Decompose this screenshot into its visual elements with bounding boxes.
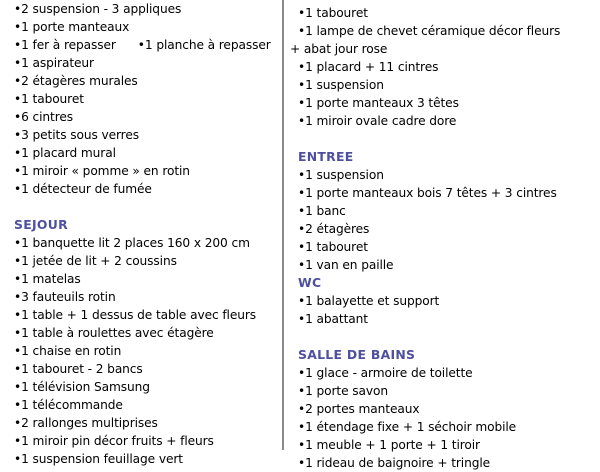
list-item: •1 détecteur de fumée xyxy=(14,182,152,196)
list-item: •6 cintres xyxy=(14,110,74,124)
section-spacer xyxy=(290,130,600,148)
list-item: •2 suspension - 3 appliques xyxy=(14,2,182,16)
section-heading-salle-de-bains: SALLE DE BAINS xyxy=(298,347,416,362)
list-item: •1 tabouret xyxy=(298,240,368,254)
list-item: •1 matelas xyxy=(14,272,81,286)
bullet-icon: • xyxy=(298,294,306,308)
list-item: •1 miroir pin décor fruits + fleurs xyxy=(14,434,214,448)
bullet-icon: • xyxy=(298,420,306,434)
list-item: •1 tabouret xyxy=(14,92,84,106)
bullet-icon: • xyxy=(14,74,22,88)
list-item: •1 glace - armoire de toilette xyxy=(298,366,473,380)
list-item: •2 étagères xyxy=(298,222,370,236)
list-item: •1 table + 1 dessus de table avec fleurs xyxy=(14,308,257,322)
bullet-icon: • xyxy=(298,312,306,326)
list-item: •3 petits sous verres xyxy=(14,128,139,142)
bullet-icon: • xyxy=(298,258,306,272)
bullet-icon: • xyxy=(298,6,306,20)
bullet-icon: • xyxy=(14,38,22,52)
bullet-icon: • xyxy=(14,452,22,466)
list-item: •1 lampe de chevet céramique décor fleurs xyxy=(298,24,561,38)
bullet-icon: • xyxy=(14,20,22,34)
list-item: •1 placard mural xyxy=(14,146,116,160)
bullet-icon: • xyxy=(14,416,22,430)
list-item: •1 étendage fixe + 1 séchoir mobile xyxy=(298,420,517,434)
list-item: •1 porte manteaux 3 têtes xyxy=(298,96,459,110)
bullet-icon: • xyxy=(14,92,22,106)
bullet-icon: • xyxy=(298,186,306,200)
bullet-icon: • xyxy=(137,38,145,52)
section-spacer xyxy=(6,198,282,216)
bullet-icon: • xyxy=(14,182,22,196)
list-item: •1 abattant xyxy=(298,312,368,326)
list-item: •2 rallonges multiprises xyxy=(14,416,158,430)
list-item: •1 télévision Samsung xyxy=(14,380,150,394)
bullet-icon: • xyxy=(298,222,306,236)
list-item: •1 meuble + 1 porte + 1 tiroir xyxy=(298,438,480,452)
list-item: •1 van en paille xyxy=(298,258,394,272)
list-item: •1 suspension xyxy=(298,168,384,182)
bullet-icon: • xyxy=(298,366,306,380)
bullet-icon: • xyxy=(298,456,306,470)
list-item: •1 jetée de lit + 2 coussins xyxy=(14,254,177,268)
list-item: •1 porte manteaux bois 7 têtes + 3 cintres xyxy=(298,186,557,200)
bullet-icon: • xyxy=(14,308,22,322)
list-item-split-second: •1 planche à repasser xyxy=(137,38,271,52)
list-item: •1 banquette lit 2 places 160 x 200 cm xyxy=(14,236,250,250)
bullet-icon: • xyxy=(298,204,306,218)
list-item: •1 banc xyxy=(298,204,346,218)
list-item-continuation: + abat jour rose xyxy=(290,42,388,56)
section-heading-wc: WC xyxy=(298,275,322,290)
list-item: •1 porte manteaux xyxy=(14,20,130,34)
list-item: •1 balayette et support xyxy=(298,294,440,308)
bullet-icon: • xyxy=(298,114,306,128)
bullet-icon: • xyxy=(14,380,22,394)
section-spacer xyxy=(290,328,600,346)
bullet-icon: • xyxy=(14,56,22,70)
section-heading-sejour: SEJOUR xyxy=(14,217,68,232)
bullet-icon: • xyxy=(14,398,22,412)
list-item: •1 chaise en rotin xyxy=(14,344,122,358)
list-item: •2 étagères murales xyxy=(14,74,138,88)
list-item: •1 miroir « pomme » en rotin xyxy=(14,164,190,178)
bullet-icon: • xyxy=(14,254,22,268)
bullet-icon: • xyxy=(14,164,22,178)
list-item: •1 aspirateur xyxy=(14,56,94,70)
bullet-icon: • xyxy=(298,96,306,110)
list-item: •1 miroir ovale cadre dore xyxy=(298,114,457,128)
bullet-icon: • xyxy=(14,128,22,142)
list-item: •1 placard + 11 cintres xyxy=(298,60,439,74)
list-item: •1 rideau de baignoire + tringle xyxy=(298,456,491,470)
bullet-icon: • xyxy=(14,362,22,376)
bullet-icon: • xyxy=(14,236,22,250)
list-item: •1 tabouret xyxy=(298,6,368,20)
bullet-icon: • xyxy=(14,2,22,16)
list-item: •1 tabouret - 2 bancs xyxy=(14,362,143,376)
bullet-icon: • xyxy=(14,344,22,358)
list-item: •1 suspension feuillage vert xyxy=(14,452,183,466)
section-heading-entree: ENTREE xyxy=(298,149,354,164)
bullet-icon: • xyxy=(14,110,22,124)
bullet-icon: • xyxy=(298,240,306,254)
list-item: •1 télécommande xyxy=(14,398,123,412)
bullet-icon: • xyxy=(14,326,22,340)
list-item: •1 table à roulettes avec étagère xyxy=(14,326,214,340)
bullet-icon: • xyxy=(298,24,306,38)
list-item: •2 portes manteaux xyxy=(298,402,420,416)
bullet-icon: • xyxy=(298,60,306,74)
list-item: •3 fauteuils rotin xyxy=(14,290,116,304)
bullet-icon: • xyxy=(298,438,306,452)
list-item: •1 porte savon xyxy=(298,384,388,398)
bullet-icon: • xyxy=(298,168,306,182)
left-column xyxy=(0,0,282,466)
bullet-icon: • xyxy=(14,290,22,304)
bullet-icon: • xyxy=(14,434,22,448)
bullet-icon: • xyxy=(14,272,22,286)
bullet-icon: • xyxy=(298,402,306,416)
list-item-split: •1 fer à repasser •1 planche à repasser xyxy=(14,38,271,52)
right-column xyxy=(284,0,600,470)
bullet-icon: • xyxy=(14,146,22,160)
cut-off-line-top xyxy=(290,0,600,4)
bullet-icon: • xyxy=(298,384,306,398)
bullet-icon: • xyxy=(298,78,306,92)
list-item: •1 suspension xyxy=(298,78,384,92)
